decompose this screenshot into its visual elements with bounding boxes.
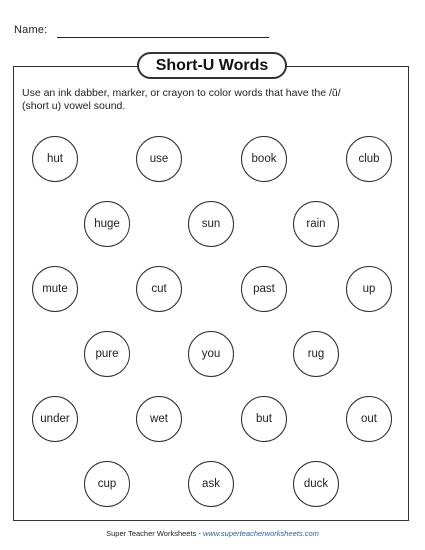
word-bubble[interactable]: use: [136, 136, 182, 182]
word-bubble[interactable]: duck: [293, 461, 339, 507]
word-bubble[interactable]: ask: [188, 461, 234, 507]
instructions-text: Use an ink dabber, marker, or crayon to color words that have the /ŭ/ (short u) vowel sound.: [22, 87, 341, 112]
word-bubble[interactable]: you: [188, 331, 234, 377]
word-bubble[interactable]: but: [241, 396, 287, 442]
word-bubble[interactable]: book: [241, 136, 287, 182]
footer: [0, 529, 425, 538]
word-bubble[interactable]: mute: [32, 266, 78, 312]
footer-link[interactable]: www.superteacherworksheets.com: [202, 529, 319, 538]
name-label: Name:: [14, 24, 48, 36]
name-line: [57, 37, 269, 38]
word-bubble[interactable]: pure: [84, 331, 130, 377]
word-bubble[interactable]: rain: [293, 201, 339, 247]
footer-text: Super Teacher Worksheets -: [106, 529, 203, 538]
word-bubble[interactable]: past: [241, 266, 287, 312]
word-bubble[interactable]: out: [346, 396, 392, 442]
word-bubble[interactable]: cut: [136, 266, 182, 312]
word-bubble[interactable]: wet: [136, 396, 182, 442]
word-bubble[interactable]: rug: [293, 331, 339, 377]
word-bubble[interactable]: under: [32, 396, 78, 442]
word-bubble[interactable]: hut: [32, 136, 78, 182]
word-bubble[interactable]: up: [346, 266, 392, 312]
word-bubble[interactable]: sun: [188, 201, 234, 247]
worksheet-title: Short-U Words: [137, 52, 287, 79]
word-bubble[interactable]: huge: [84, 201, 130, 247]
word-bubble[interactable]: club: [346, 136, 392, 182]
word-bubble[interactable]: cup: [84, 461, 130, 507]
